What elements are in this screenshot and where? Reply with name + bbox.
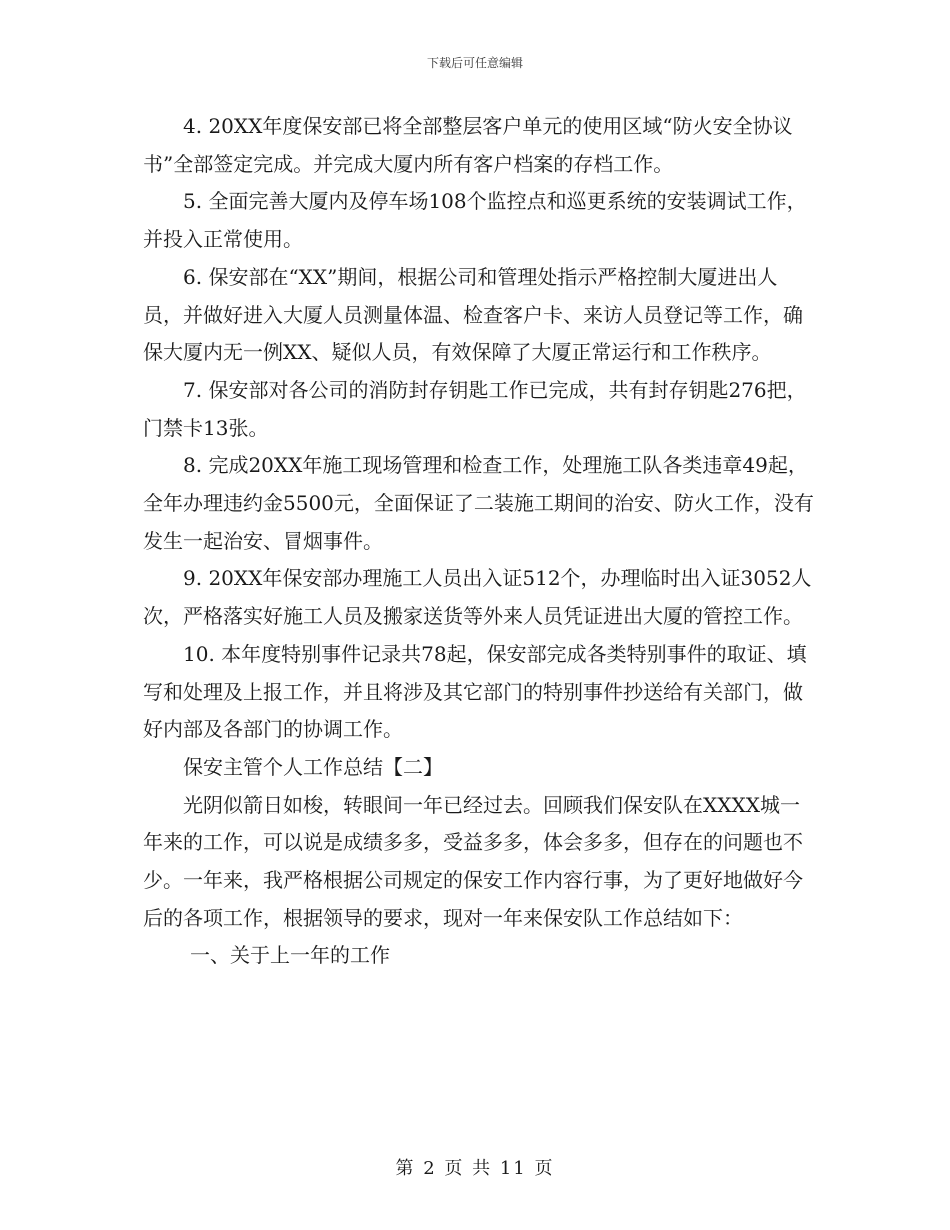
paragraph-item-10: 10. 本年度特别事件记录共78起，保安部完成各类特别事件的取证、填写和处理及上报工作，并且将涉及其它部门的特别事件抄送给有关部门，做好内部及各部门的协调工作。 bbox=[143, 641, 807, 742]
paragraph-item-4: 4. 20XX年度保安部已将全部整层客户单元的使用区域“防火安全协议书”全部签定完成。并完成大厦内所有客户档案的存档工作。 bbox=[143, 114, 793, 176]
intro-paragraph: 光阴似箭日如梭，转眼间一年已经过去。回顾我们保安队在XXXX城一年来的工作，可以说是成绩多多，受益多多，体会多多，但存在的问题也不少。一年来，我严格根据公司规定的保安工作内容行事，为了更好地做好今后的各项工作，根据领导的要求，现对一年来保安队工作总结如下： bbox=[143, 792, 803, 930]
paragraph-item-9: 9. 20XX年保安部办理施工人员出入证512个，办理临时出入证3052人次，严格落实好施工人员及搬家送货等外来人员凭证进出大厦的管控工作。 bbox=[143, 566, 812, 629]
page-header: 下载后可任意编辑 bbox=[426, 56, 523, 70]
subsection-heading: 一、关于上一年的工作 bbox=[190, 943, 390, 968]
paragraph-item-7: 7. 保安部对各公司的消防封存钥匙工作已完成，共有封存钥匙276把，门禁卡13张。 bbox=[143, 377, 807, 440]
paragraph-item-8: 8. 完成20XX年施工现场管理和检查工作，处理施工队各类违章49起，全年办理违约金5500元，全面保证了二装施工期间的治安、防火工作，没有发生一起治安、冒烟事件。 bbox=[143, 453, 814, 553]
page-footer: 第 2 页 共 11 页 bbox=[395, 1158, 555, 1179]
paragraph-item-6: 6. 保安部在“XX”期间，根据公司和管理处指示严格控制大厦进出人员，并做好进入大厦人员测量体温、检查客户卡、来访人员登记等工作，确保大厦内无一例XX、疑似人员，有效保障了大厦正常运行和工作秩序。 bbox=[143, 264, 803, 365]
paragraph-item-5: 5. 全面完善大厦内及停车场108个监控点和巡更系统的安装调试工作，并投入正常使用。 bbox=[143, 189, 807, 252]
document-body bbox=[143, 108, 815, 975]
section-title: 保安主管个人工作总结【二】 bbox=[183, 754, 443, 779]
